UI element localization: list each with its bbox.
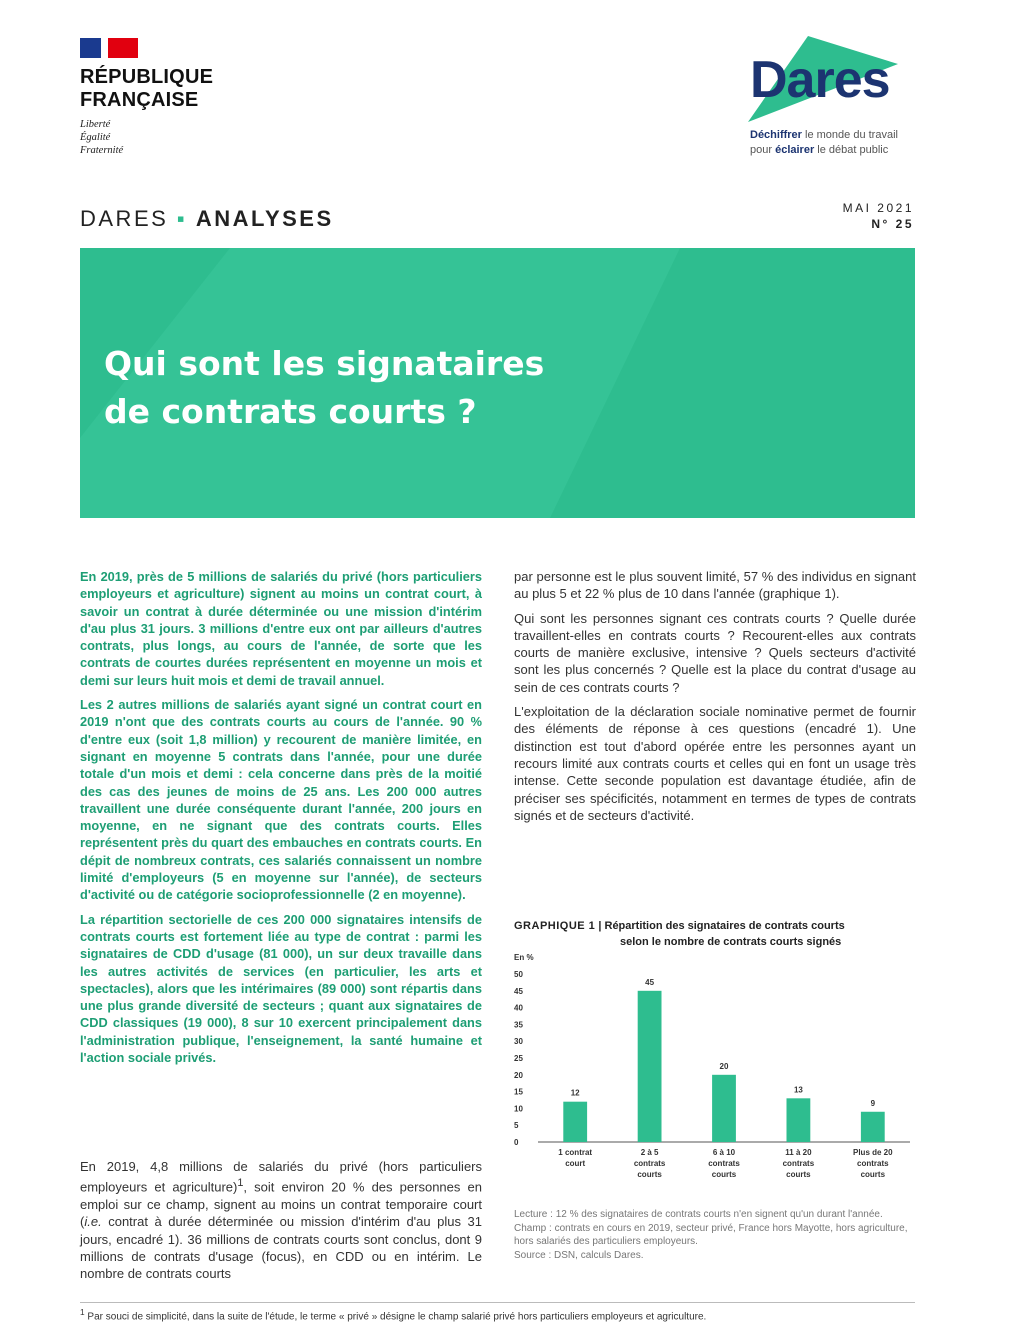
rf-name: RÉPUBLIQUE FRANÇAISE: [80, 66, 214, 111]
x-tick-label: 11 à 20: [785, 1148, 812, 1157]
y-axis-label: En %: [514, 953, 534, 962]
footnote: $^1$ Par souci de simplicité, dans la suite de l'étude, le terme « privé » désigne le champ salarié privé hors particuliers employeurs et agriculture.: [80, 1302, 915, 1322]
page-title: Qui sont les signataires de contrats courts ?: [104, 344, 545, 431]
bar-value-label: 13: [793, 1085, 803, 1095]
issue-date: MAI 2021: [842, 201, 914, 215]
y-tick-label: 35: [514, 1020, 523, 1030]
bar: [563, 1102, 587, 1142]
y-tick-label: 50: [514, 970, 523, 979]
chart-title: GRAPHIQUE 1 | Répartition des signataires de contrats courts selon le nombre de contrats courts signés: [514, 920, 845, 948]
dares-logo: [738, 36, 918, 164]
body-paragraph-3: Qui sont les personnes signant ces contrats courts ? Quelle durée travaillent-elles en contrats courts ? Recourent-elles aux contrats courts de manière exclusive, intensive ? Quels secteurs d'activité sont les plus concernés ? Quelle est la place du contrat d'usage au sein de ces contrats courts ?: [514, 610, 916, 695]
issue-info: [843, 200, 914, 232]
x-tick-label: courts: [637, 1170, 662, 1179]
body-paragraph-4: L'exploitation de la déclaration sociale nominative permet de fournir des éléments de réponse à ces questions (encadré 1). Une distinction est tout d'abord opérée entre les personnes ayant un recours limité aux contrats courts et celles qui en font un usage très intense. Cette seconde population est davantage étudiée, afin de préciser ses spécificités, notamment en termes de types de contrats signés et de secteurs d'activité.: [514, 704, 916, 823]
french-flag-icon: [80, 38, 138, 58]
y-tick-label: 45: [514, 986, 523, 996]
y-tick-label: 0: [514, 1138, 519, 1147]
title-banner: [80, 248, 915, 518]
x-tick-label: contrats: [633, 1159, 666, 1168]
body-paragraph-1: En 2019, 4,8 millions de salariés du privé (hors particuliers employeurs et agriculture)$^1$, soit environ 20 % des personnes en emploi sur ce champ, signent au moins un contrat temporaire court (i.e. contrat à durée déterminée ou mission d'intérim d'au plus 31 jours, encadré 1). 36 millions de contrats courts sont conclus, dont 9 millions de contrats d'usage (focus), en CDD ou en intérim. Le nombre de contrats courts: [80, 1159, 482, 1282]
chart-note-lecture: Lecture : 12 % des signataires de contrats courts n'en signent qu'un durant l'année.: [514, 1209, 883, 1220]
chart-note-source: Source : DSN, calculs Dares.: [514, 1250, 644, 1261]
x-tick-label: 1 contrat: [558, 1148, 593, 1157]
x-tick-label: courts: [711, 1170, 737, 1179]
bar-value-label: 45: [645, 977, 655, 987]
bar-value-label: 20: [719, 1061, 729, 1071]
dares-tagline: Déchiffrer le monde du travail pour éclairer le débat public: [750, 129, 898, 156]
x-tick-label: Plus de 20: [853, 1148, 893, 1157]
rf-motto: Liberté Égalité Fraternité: [80, 119, 124, 156]
y-tick-label: 15: [514, 1087, 523, 1097]
body-right-column: [514, 568, 916, 831]
bar-chart: [510, 950, 920, 1190]
y-tick-label: 5: [514, 1121, 519, 1131]
bar: [712, 1075, 736, 1142]
issue-number: N° 25: [871, 217, 914, 231]
x-tick-label: courts: [860, 1170, 886, 1179]
republique-francaise-logo: [80, 38, 213, 157]
chart-note-champ: Champ : contrats en cours en 2019, secteur privé, France hors Mayotte, hors agriculture, hors salariés des particuliers employeurs.: [514, 1223, 908, 1247]
y-tick-label: 25: [514, 1054, 523, 1063]
y-tick-label: 30: [514, 1037, 523, 1047]
x-tick-label: court: [565, 1159, 586, 1168]
x-tick-label: 6 à 10: [712, 1148, 736, 1157]
body-paragraph-2: par personne est le plus souvent limité, 57 % des individus en signant au plus 5 et 22 % plus de 10 dans l'année (graphique 1).: [514, 569, 916, 602]
chart-notes: [514, 1208, 916, 1263]
body-intro: [80, 1158, 482, 1289]
bar-value-label: 12: [570, 1088, 580, 1098]
lead-summary: [80, 568, 482, 1073]
bar: [638, 991, 662, 1142]
x-tick-label: contrats: [857, 1159, 889, 1168]
lead-paragraph-3: La répartition sectorielle de ces 200 000 signataires intensifs de contrats courts est fortement liée au type de contrat : parmi les signataires de CDD d'usage (81 000), un sur deux travaille dans les autres activités de services (en particulier, les arts et spectacles), alors que les intérimaires (89 000) sont répartis dans une plus grande diversité de secteurs ; quant aux signataires de CDD classiques (19 000), 8 sur 10 exercent principalement dans l'administration publique, l'enseignement, la santé humaine et l'action sociale privés.: [80, 911, 482, 1066]
bar: [786, 1098, 810, 1142]
x-tick-label: contrats: [708, 1159, 740, 1168]
y-tick-label: 40: [514, 1003, 523, 1013]
series-name: DARES ▪ ANALYSES: [80, 206, 334, 231]
y-tick-label: 10: [514, 1104, 523, 1114]
y-tick-label: 20: [514, 1070, 523, 1080]
lead-paragraph-2: Les 2 autres millions de salariés ayant signé un contrat court en 2019 n'ont que des contrats courts au cours de l'année. 90 % d'entre eux (soit 1,8 million) y recourent de manière limitée, en signant en moyenne 5 contrats dans l'année, pour une durée totale d'un mois et demi : cela concerne dans près de la moitié des cas des jeunes de moins de 25 ans. Les 200 000 autres travaillent une durée conséquente durant l'année, 200 jours en moyenne, en ne signant que des contrats courts. Elles représentent près du quart des embauches en contrats courts. En dépit de nombreux contrats, ces salariés connaissent un nombre limité d'employeurs (5 en moyenne sur l'année), de secteurs d'activité ou de catégorie socioprofessionnelle (2 en moyenne).: [80, 697, 482, 903]
bar-value-label: 9: [870, 1098, 876, 1108]
x-tick-label: 2 à 5: [640, 1148, 659, 1157]
x-tick-label: contrats: [782, 1159, 815, 1168]
x-tick-label: courts: [786, 1170, 811, 1179]
dares-wordmark: Dares: [750, 51, 890, 109]
bar: [861, 1112, 885, 1142]
lead-paragraph-1: En 2019, près de 5 millions de salariés du privé (hors particuliers employeurs et agriculture) signent au moins un contrat court, à savoir un contrat à durée déterminée ou une mission d'intérim d'au plus 31 jours. 3 millions d'entre eux ont par ailleurs d'autres contrats, plus longs, au cours de l'année, de sorte que les contrats de courtes durées représentent en moyenne un mois et demi sur leurs huit mois et demi de travail annuel.: [80, 569, 482, 688]
